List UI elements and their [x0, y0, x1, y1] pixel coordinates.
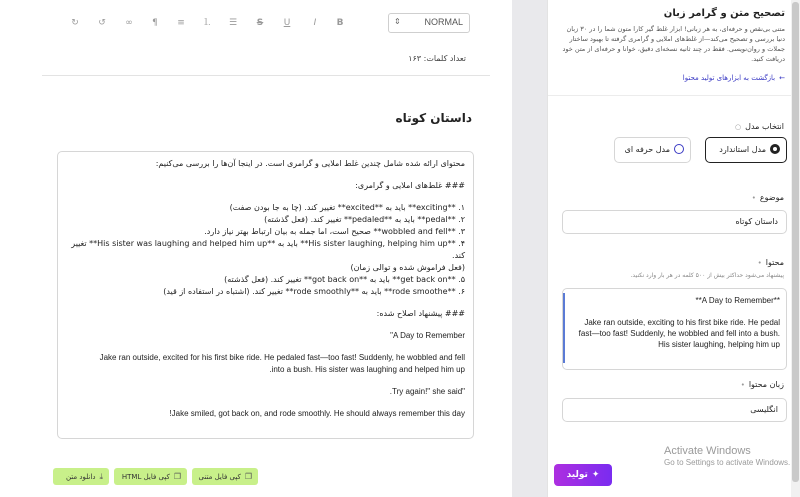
- link-icon[interactable]: ∞: [125, 18, 133, 28]
- watermark-line2: Go to Settings to activate Windows.: [664, 458, 791, 467]
- error-item: ۲. **pedal** باید به **pedaled** تغییر کند. (فعل گذشته): [264, 215, 465, 224]
- error-item: ۳. **wobbled and fell** صحیح است، اما جمله به بیان ارتباط بهتر نیاز دارد.: [204, 227, 465, 236]
- ordered-list-icon[interactable]: ⒈: [202, 18, 212, 28]
- back-link-label: بازگشت به ابزارهای تولید محتوا: [682, 74, 776, 82]
- settings-panel: [547, 0, 800, 497]
- strikethrough-icon[interactable]: S: [256, 18, 264, 28]
- underline-icon[interactable]: U: [283, 18, 291, 28]
- error-item: (فعل فراموش شده و توالی زمان): [350, 263, 465, 272]
- chevron-icon: ⇕: [394, 17, 401, 26]
- align-icon[interactable]: ≡: [177, 18, 185, 28]
- content-line: fast—too fast! Suddenly, he wobbled and fell into a bush.: [578, 329, 780, 338]
- suggested-paragraph: .into a bush. His sister was laughing and helped him up: [269, 365, 465, 374]
- word-count: تعداد کلمات: ۱۶۳: [408, 54, 466, 63]
- suggested-title: "A Day to Remember: [390, 331, 465, 340]
- language-select[interactable]: انگلیسی: [562, 398, 787, 422]
- content-label: محتوا•: [757, 258, 784, 267]
- story-title: داستان کوتاه: [395, 111, 472, 125]
- back-link[interactable]: [683, 74, 785, 82]
- topic-input[interactable]: داستان کوتاه: [562, 210, 787, 234]
- watermark-line1: Activate Windows: [664, 445, 751, 457]
- copy-text-button[interactable]: [192, 468, 258, 485]
- panel-description: متنی بی‌نقص و حرفه‌ای، به هر زبانی! ابزار غلط گیر کارا متون شما را در ۳۰ زبان دنیا بررسی و تصحیح می‌کند—از غلط‌های املایی و گرامری گرفته تا بهبود ساختار جملات و روان‌نویسی. فقط در چند ثانیه نسخه‌ای دقیق، خوانا و حرفه‌ای از متن خود دریافت کنید.: [562, 25, 785, 63]
- suggestion-heading: ### پیشنهاد اصلاح شده:: [376, 309, 465, 318]
- generate-button[interactable]: [554, 464, 612, 486]
- content-line: Jake ran outside, exciting to his first bike ride. He pedal: [584, 318, 780, 327]
- content-textarea[interactable]: [562, 288, 787, 370]
- model-pro-option[interactable]: [614, 137, 691, 163]
- divider: [42, 75, 490, 76]
- format-select[interactable]: [388, 13, 470, 33]
- panel-header: [548, 0, 800, 96]
- scrollbar-thumb[interactable]: [792, 2, 799, 482]
- result-text-box[interactable]: [57, 151, 474, 439]
- undo-icon[interactable]: ↺: [98, 18, 106, 28]
- bullet-icon: •: [740, 381, 745, 389]
- bold-icon[interactable]: B: [336, 18, 344, 28]
- sparkle-icon: ✦: [591, 470, 600, 480]
- errors-heading: ### غلط‌های املایی و گرامری:: [355, 181, 465, 190]
- model-label: انتخاب مدل○: [735, 122, 784, 131]
- bullet-icon: •: [757, 259, 762, 267]
- radio-checked-icon: [770, 144, 780, 154]
- windows-activation-watermark: [664, 445, 790, 467]
- arrow-left-icon: ←: [779, 74, 785, 82]
- model-standard-label: مدل استاندارد: [719, 145, 766, 154]
- bullet-icon: •: [751, 194, 756, 202]
- copy-html-button[interactable]: [114, 468, 187, 485]
- suggested-paragraph: Jake ran outside, excited for his first bike ride. He pedaled fast—too fast! Suddenly, he wobbled and fell: [99, 353, 465, 362]
- radio-unchecked-icon: [674, 144, 684, 154]
- editor-toolbar: [60, 12, 480, 34]
- language-label: زبان محتوا•: [740, 380, 784, 389]
- error-item: ۴. **His sister laughing, helping him up** باید به **His sister was laughing and helped him up** تغییر کند.: [71, 239, 465, 260]
- suggested-paragraph: !Jake smiled, got back on, and rode smoothly. He should always remember this day: [169, 409, 465, 418]
- bullet-list-icon[interactable]: ☰: [228, 18, 238, 28]
- content-line: [569, 306, 780, 317]
- generate-label: تولید: [566, 470, 588, 480]
- radio-indicator-icon: ○: [735, 123, 742, 131]
- format-value: NORMAL: [424, 17, 463, 27]
- content-line: His sister laughing, helping him up: [658, 340, 780, 349]
- error-item: ۶. **rode smoothe** باید به **rode smoothly** تغییر کند. (اشتباه در استفاده از قید): [163, 287, 465, 296]
- topic-label: موضوع•: [751, 193, 784, 202]
- suggested-paragraph: .Try again!" she said": [389, 387, 465, 396]
- rtl-paragraph-icon[interactable]: ¶: [152, 18, 158, 28]
- error-item: ۱. **exciting** باید به **excited** تغییر کند. (چا به جا بودن صفت): [229, 203, 465, 212]
- content-hint: پیشنهاد می‌شود حداکثر بیش از ۵۰۰ کلمه در هر بار وارد نکنید.: [630, 272, 784, 279]
- italic-icon[interactable]: I: [313, 18, 317, 28]
- focus-bar: [563, 293, 565, 363]
- model-standard-option[interactable]: [705, 137, 787, 163]
- intro-text: محتوای ارائه شده شامل چندین غلط املایی و گرامری است. در اینجا آن‌ها را بررسی می‌کنیم:: [155, 159, 465, 168]
- clipboard-icon: ❐: [244, 472, 252, 481]
- copy-html-label: کپی فایل HTML: [121, 473, 170, 481]
- copy-text-label: کپی فایل متنی: [198, 473, 241, 481]
- panel-scrollbar[interactable]: [791, 0, 800, 497]
- clipboard-icon: ❐: [173, 472, 181, 481]
- download-text-button[interactable]: [53, 468, 109, 485]
- error-item: ۵. **get back on** باید به **got back on** تغییر کند. (فعل گذشته): [224, 275, 465, 284]
- content-line: **A Day to Remember**: [695, 296, 780, 305]
- redo-icon[interactable]: ↻: [71, 18, 79, 28]
- model-pro-label: مدل حرفه ای: [624, 145, 670, 154]
- download-icon: ⤓: [99, 472, 103, 481]
- download-label: دانلود متن: [65, 473, 96, 481]
- panel-title: تصحیح متن و گرامر زبان: [663, 8, 785, 19]
